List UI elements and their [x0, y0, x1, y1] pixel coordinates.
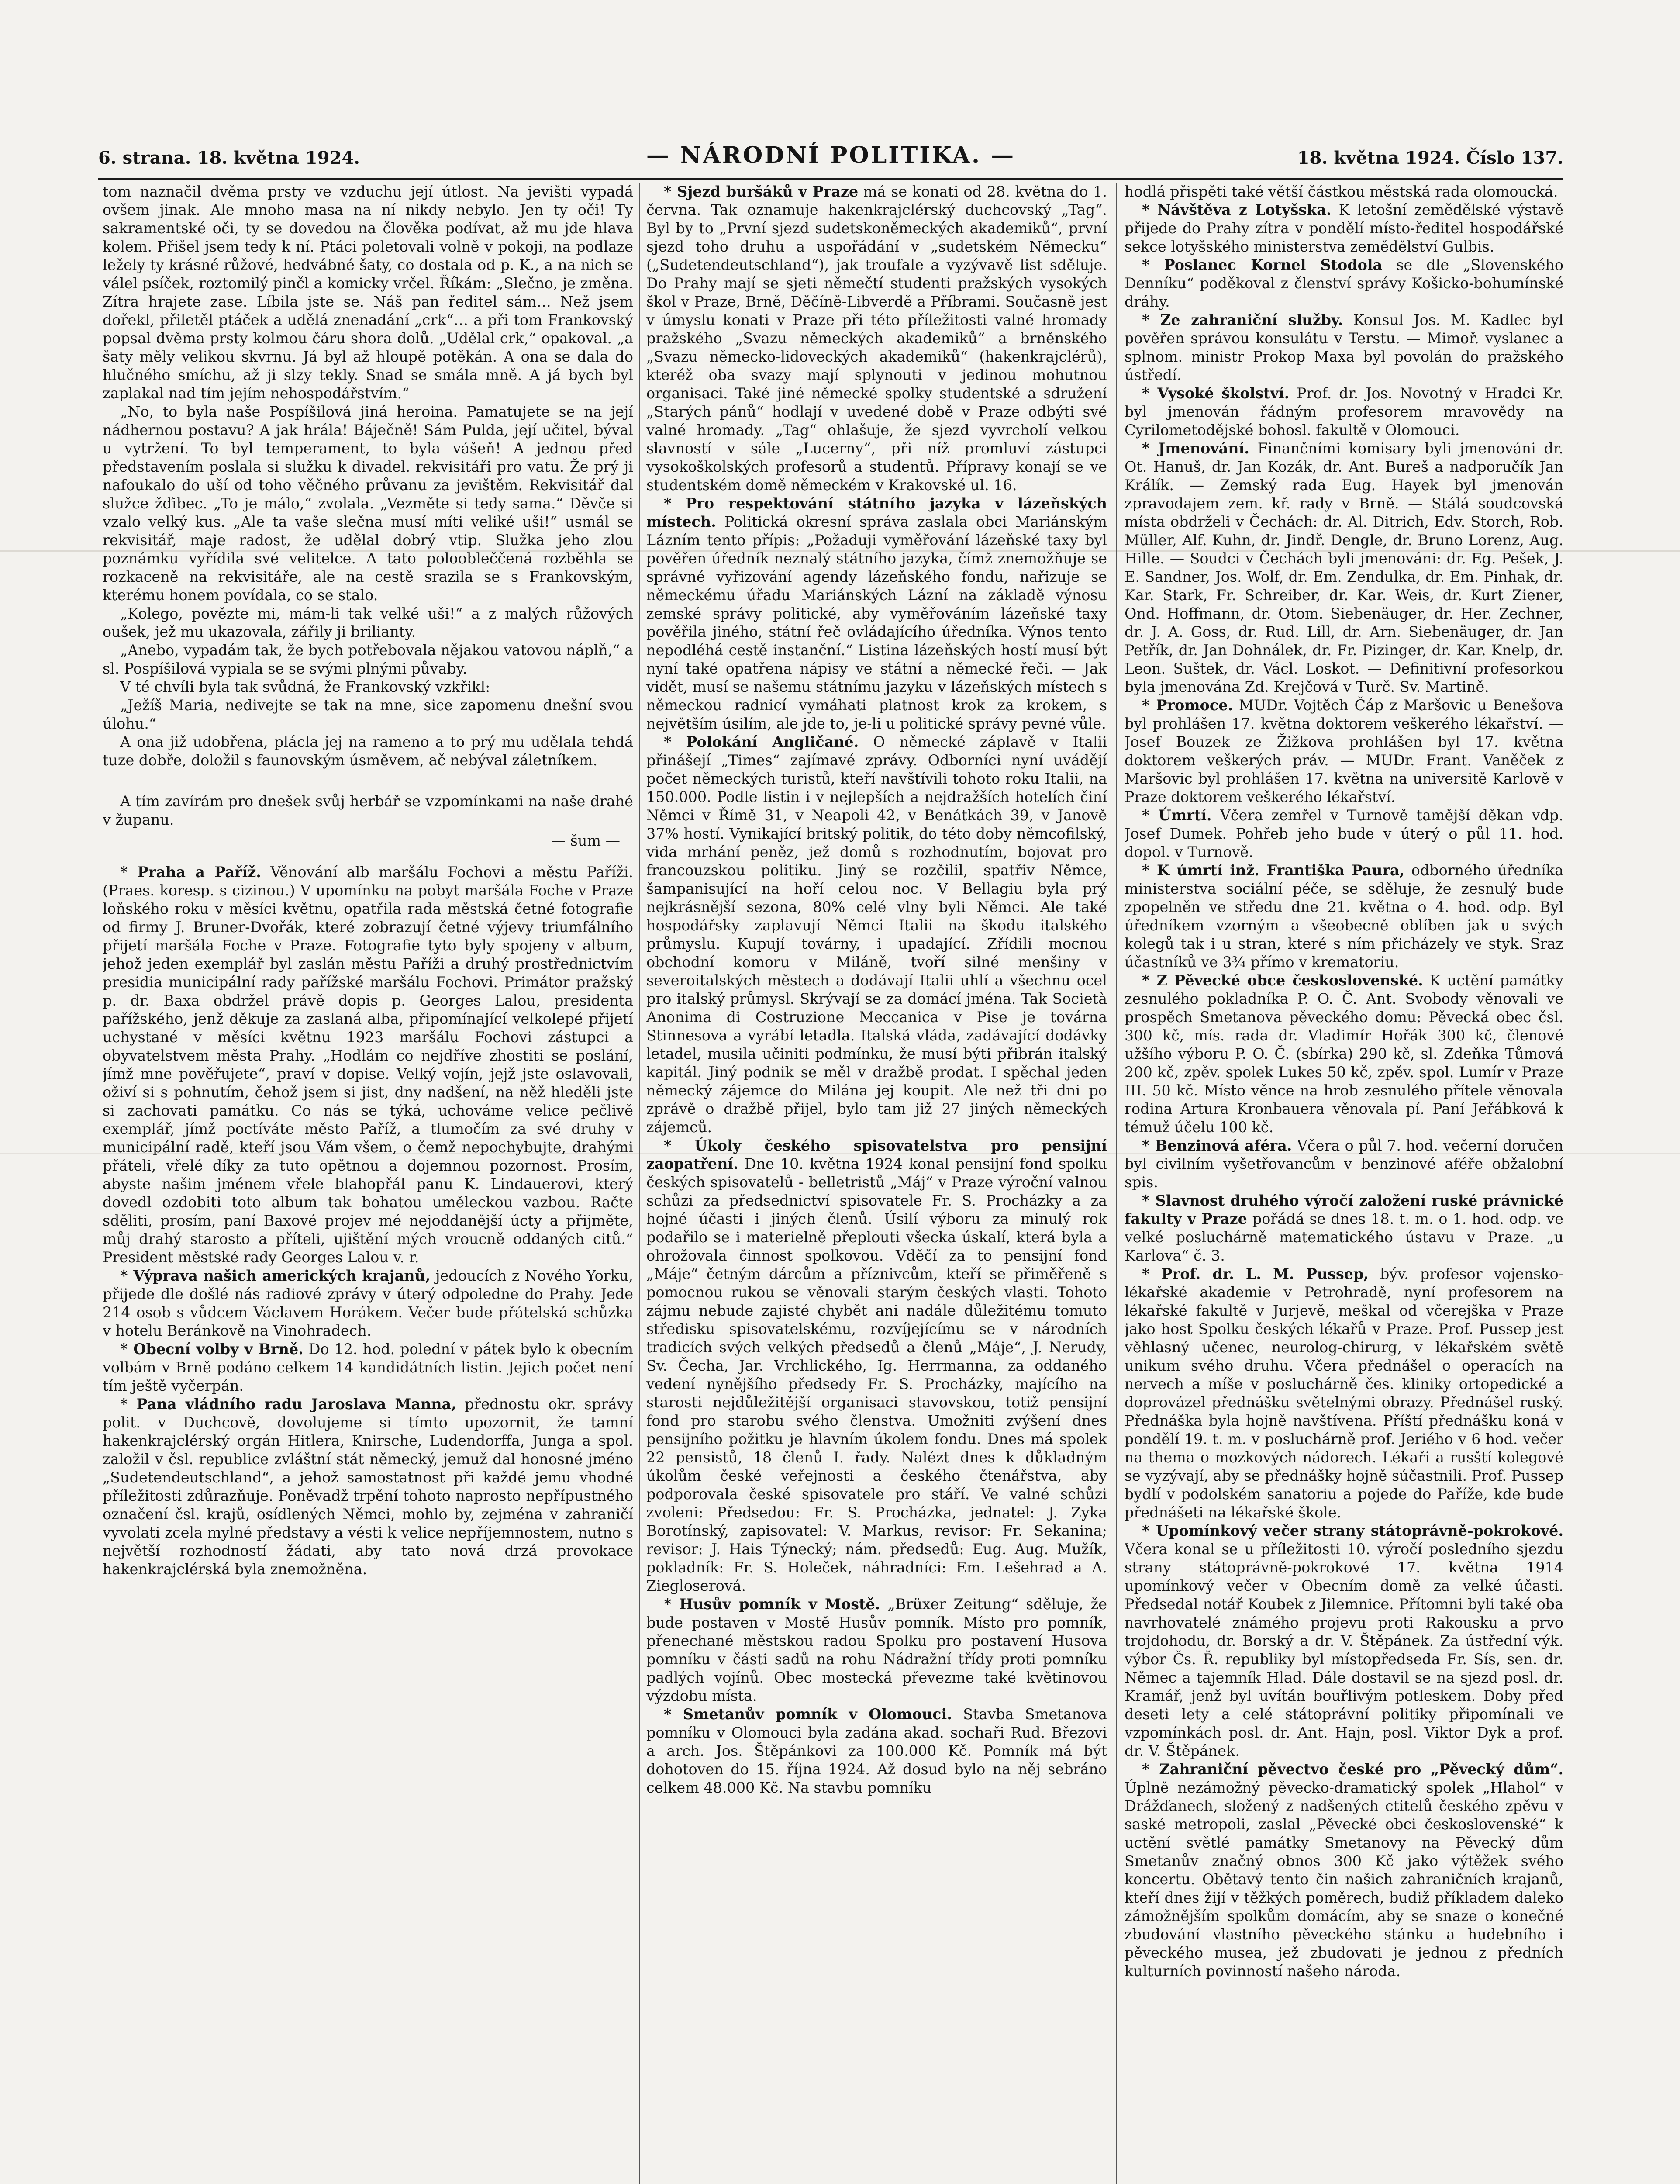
news-headline: * Smetanův pomník v Olomouci.	[664, 1706, 952, 1723]
feuilleton-paragraph: „Anebo, vypadám tak, že bych potřebovala nějakou vatovou náplň,“ a sl. Pospíšilová vypiala se se svými plnými půvaby.	[103, 642, 633, 677]
news-text: Prof. dr. Jos. Novotný v Hradci Kr. byl jmenován řádným profesorem mravovědy na Cyrilometodějské bohosl. fakultě v Olomouci.	[1125, 385, 1563, 439]
news-text: pořádá se dnes 18. t. m. o 1. hod. odp. ve velké posluchárně matematického ústavu v Praze. „u Karlova“ č. 3.	[1125, 1210, 1563, 1264]
news-headline: * Obecní volby v Brně.	[120, 1341, 304, 1358]
news-text: K uctění památky zesnulého pokladníka P. O. Č. Ant. Svobody věnovali ve prospěch Smetanova pěveckého domu: Pěvecká obec čsl. 300 kč, mís. rada dr. Vladimír Hořák 300 kč, členové užšího výboru P. O. Č. (sbírka) 290 kč, sl. Zdeňka Tůmová 200 kč, zpěv. spolek Lukes 50 kč, zpěv. spol. Lumír v Praze III. 50 kč. Místo věnce na hrob zesnulého přítele věnovala rodina Artura Kronbauera věnovala pí. Paní Jeřábková k témuž účelu 100 kč.	[1125, 972, 1563, 1136]
news-item	[1125, 1137, 1563, 1192]
news-text: Finančními komisary byli jmenováni dr. Ot. Hanuš, dr. Jan Kozák, dr. Ant. Bureš a nadporučík Jan Králík. — Zemský rada Eug. Hayek byl jmenován zpravodajem zem. kř. rady v Brně. — Stálá soudcovská místa obdrželi v Čechách: dr. Al. Ditrich, Edv. Storch, Rob. Müller, Alf. Kuhn, dr. Jindř. Dengle, dr. Bruno Lorenz, Aug. Hille. — Soudci v Čechách byli jmenováni: dr. Eg. Pešek, J. E. Sandner, Jos. Wolf, dr. Em. Zendulka, dr. Em. Pinhak, dr. Kar. Stark, Fr. Schreiber, dr. Kar. Weis, dr. Kurt Ziener, Ond. Hoffmann, dr. Otom. Siebenäuger, dr. Her. Zechner, dr. J. A. Goss, dr. Rud. Lill, dr. Arn. Siebenäuger, dr. Jan Petřík, dr. Jan Dohnálek, dr. Fr. Pizinger, dr. Kar. Knelp, dr. Leon. Suštek, dr. Václ. Loskot. — Definitivní profesorkou byla jmenována Zd. Krejčová v Turč. Sv. Martině.	[1125, 440, 1563, 695]
feuilleton-paragraph: A ona již udobřena, plácla jej na rameno a to prý mu udělala tehdá tuze dobře, doložil s faunovským úsměvem, ač nebýval záletníkem.	[103, 733, 633, 769]
news-headline: * Vysoké školství.	[1142, 385, 1290, 402]
news-item	[646, 733, 1107, 1137]
news-text: odborného úředníka ministerstva sociální péče, se sděluje, že zesnulý bude zpopelněn ve středu dne 21. května o 4. hod. odp. Byl úředníkem vzorným a všeobecně oblíben jak u svých kolegů tak i u stran, které s ním přicházely ve styk. Sraz účastníků ve 3¾ přímo v krematoriu.	[1125, 862, 1563, 971]
news-text: „Brüxer Zeitung“ sděluje, že bude postaven v Mostě Husův pomník. Místo pro pomník, přenechané městskou radou Spolku pro postavení Husova pomníku v části sadů na rohu Nádražní třídy proti pomníku padlých vojínů. Obec mostecká převezme také květinovou výzdobu místa.	[646, 1596, 1107, 1704]
news-text: O německé záplavě v Italii přinášejí „Times“ zajímavé zprávy. Odborníci nyní uvádějí počet německých turistů, kteří navštívili tohoto roku Italii, na 150.000. Podle listin i v nejlepších a nejdražších hotelích činí Němci v Římě 31, v Neapoli 42, v Benátkách 39, v Janově 37% hostí. Vynikající britský politik, do této doby němcofilský, vida mrhání peněz, jež domů s rozhodnutím, bojovat pro francouzskou politiku. Jiný se rozčilil, spatřiv Němce, šampanisující na hoří celou noc. V Bellagiu byla prý nejkrásnější sezona, 80% celé vlny byli Němci. Ale také hospodářsky zaplavují Němci Italii na škodu italského průmyslu. Kupují továrny, i upadající. Zřídili mocnou obchodní komoru v Miláně, tvoří silné menšiny v severoitalských městech a dodávají Italii uhlí a všechnu ocel pro italský průmysl. Skrývají se za domácí jména. Tak Società Anonima di Costruzione Meccanica v Pise je továrna Stinnesova a vyrábí letadla. Italská vláda, zadávající dodávky letadel, musila učiniti podmínku, že musí býti přibrán italský kapitál. Jiný podnik se měl v dražbě prodat. I spěchal jeden německý zájemce do Milána jej koupit. Ale než tři dni po zprávě o dražbě přijel, bylo tam již 27 jiných německých zájemců.	[646, 733, 1107, 1136]
news-text: Politická okresní správa zaslala obci Mariánským Lázním tento přípis: „Požaduji vyměřování lázeňské taxy byl pověřen úředník neznalý státního jazyka, čímž znemožňuje se správné vyřizování agendy lázeňského fondu, nařizuje se německému úřadu Mariánských Lázní na základě výnosu zemské správy politické, aby vyměřováním lázeňské taxy pověřila jiného, státní řeč ovládajícího úředníka. Výnos tento nepodléhá cestě instanční.“ Listina lázeňských hostí musí být nyní také opatřena nápisy ve státní a německé řeči. — Jak vidět, musí se našemu státnímu jazyku v lázeňských místech s německou radnicí vymáhati platnost krok za krokem, s největším úsilím, ale jde to, je-li u politické správy pevné vůle.	[646, 513, 1107, 732]
news-headline: * Praha a Paříž.	[120, 864, 261, 881]
news-item	[1125, 1265, 1563, 1522]
news-headline: * Úkoly českého spisovatelstva pro pensijní zaopatření.	[646, 1137, 1107, 1172]
news-headline: * Úmrtí.	[1142, 807, 1212, 824]
news-item	[103, 1395, 633, 1579]
news-item	[1125, 806, 1563, 861]
news-headline: * K úmrtí inž. Františka Paura,	[1142, 862, 1405, 879]
news-item	[646, 183, 1107, 494]
news-text: má se konati od 28. května do 1. června. Tak oznamuje hakenkrajclérský duchcovský „Tag“. Byl by to „První sjezd sudetskoněmeckých akademiků“, první sjezd toho druhu a uspořádání v „sudetském Německu“ („Sudetendeutschland“), jak troufale a vyzývavě list sděluje. Do Prahy mají se sjeti němečtí studenti pražských vysokých škol v Praze, Brně, Děčíně-Libverdě a Příbrami. Současně jest v úmyslu konati v Praze při této příležitosti valné hromady pražského „Svazu německých akademiků“ a brněnského „Svazu německo-lidoveckých akademiků“ (hakenkrajclérů), kteréž oba svazy mají splynouti v jedinou mohutnou organisaci. Také jiné německé spolky studentské a sdružení „Starých pánů“ hodlají v uvedené době v Praze odbýti své valné hromady. „Tag“ ohlašuje, že sjezd vyvrcholí velkou slavností v sále „Lucerny“, při níž promluví zástupci vysokoškolských profesorů a studentů. Přípravy konají se ve studentském domě německém v Krakovské ul. 16.	[646, 183, 1107, 494]
news-headline: * Z Pěvecké obce československé.	[1142, 972, 1423, 989]
news-headline: * Výprava našich amerických krajanů,	[120, 1267, 431, 1284]
news-item	[1125, 1192, 1563, 1265]
news-headline: * Pro respektování státního jazyka v lázeňských místech.	[646, 495, 1107, 530]
news-headline: * Upomínkový večer strany státoprávně-pokrokové.	[1142, 1522, 1563, 1539]
news-item	[103, 863, 633, 1267]
author-signature: — šum —	[551, 832, 620, 849]
column-rule	[1116, 183, 1117, 2184]
news-headline: * Benzinová aféra.	[1142, 1137, 1292, 1154]
news-item	[103, 1340, 633, 1395]
news-text: přednostu okr. správy polit. v Duchcově, dovolujeme si tímto upozornit, že tamní hakenkrajclérský orgán Hitlera, Knirsche, Ludendorffa, Junga a spol. založil v čsl. republice zvláštní stát německý, jemuž dal honosné jméno „Sudetendeutschland“, a jehož samostatnost při každé jemu vhodné příležitosti zdůrazňuje. Poněvadž trpění tohoto naprosto nepřípustného označení čsl. krajů, osídlených Němci, mohlo by, zejména v zahraničí vyvolati zcela mylné představy a vésti k velice nepříjemnostem, nutno s největší rozhodností žádati, aby tato nová drzá provokace hakenkrajclérská byla znemožněna.	[103, 1396, 633, 1578]
news-text: Do 12. hod. polední v pátek bylo k obecním volbám v Brně podáno celkem 14 kandidátních listin. Jejich počet není tím ještě vyčerpán.	[103, 1341, 633, 1394]
news-text: Včera zemřel v Turnově tamější děkan vdp. Josef Dumek. Pohřeb jeho bude v úterý o půl 11. hod. dopol. v Turnově.	[1125, 807, 1563, 860]
news-text: MUDr. Vojtěch Čáp z Maršovic u Benešova byl prohlášen 17. května doktorem veškerého lékařství. — Josef Bouzek ze Žižkova prohlášen byl 17. května doktorem veškerých práv. — MUDr. Frant. Vaněček z Maršovic byl prohlášen 17. května na universitě Karlově v Praze doktorem veškerého lékařství.	[1125, 697, 1563, 805]
news-item	[1125, 201, 1563, 256]
news-text: Dne 10. května 1924 konal pensijní fond spolku českých spisovatelů - belletristů „Máj“ v Praze výroční valnou schůzi za předsednictví spisovatele Fr. S. Procházky a za hojné účasti i jiných členů. Úsilí výboru za minulý rok podařilo se i materielně přeplouti všecka úskalí, která byla a ohrožovala činnost spolkovou. Vděčí za to pensijní fond „Máje“ četným dárcům a příznivcům, kteří se přiměřeně s pomocnou rukou se věnovali starým českých vlasti. Tohoto zájmu nebude zajisté chybět ani nadále důležitému tomuto středisku spisovatelskému, rozvíjejícímu se v národních tradicích svých velkých předsedů a členů „Máje“, J. Nerudy, Sv. Čecha, Jar. Vrchlického, Ig. Herrmanna, za oddaného vedení nynějšího předsedy Fr. S. Procházky, majícího na starosti nejdůležitější organisaci stavovskou, totiž pensijní fond pro starobu svého členstva. Umožniti zvýšení dnes pensijního požitku je hlavním úkolem fondu. Dnes má spolek 22 pensistů, 18 členů I. řady. Nalézt dnes k důkladným úkolům české veřejnosti a českého čtenářstva, aby podporovala české spisovatele pro stáří. Ve valné schůzi zvoleni: Předsedou: Fr. S. Procházka, jednatel: J. Zyka Borotínský, zapisovatel: V. Markus, revisor: Fr. Sekanina; revisor: J. Hais Týnecký; nám. předsedů: Eug. Aug. Mužík, pokladník: Fr. S. Holeček, náhradníci: Em. Lešehrad a A. Ziegloserová.	[646, 1155, 1107, 1594]
news-item	[646, 1137, 1107, 1595]
news-item	[646, 1595, 1107, 1705]
news-headline: * Jmenování.	[1142, 440, 1249, 457]
feuilleton-paragraph: „Ježíš Maria, nedivejte se tak na mne, sice zapomenu dnešní svou úlohu.“	[103, 697, 633, 732]
feuilleton-paragraph: „No, to byla naše Pospíšilová jiná heroina. Pamatujete se na její nádhernou postavu? A jak hrála! Báječně! Sám Pulda, její učitel, býval u vytržení. To byl temperament, to byla vášeň! A jednou před představením poslala si služku k divadel. rekvisitáři pro vatu. Že prý ji nafoukalo do uší od toho věčného průvanu za jevištěm. Rekvisitář dal služce žďibec. „To je málo,“ zvolala. „Vezměte si tedy sama.“ Děvče si vzalo velký kus. „Ale ta vaše slečna musí míti veliké uši!“ usmál se rekvisitář, maje radost, že udělal dobrý vtip. Služka jeho zlou poznámku vyřídila své velitelce. A tato poloobleččená rozběhla se rozkaceně na rekvisitáře, ale na cestě srazila se s Frankovským, kterému honem povídala, co se stalo.	[103, 403, 633, 604]
news-headline: * Ze zahraniční služby.	[1142, 311, 1343, 328]
news-headline: * Husův pomník v Mostě.	[664, 1596, 880, 1613]
news-text: Věnování alb maršálu Fochovi a městu Paříži. (Praes. koresp. s cizinou.) V upomínku na pobyt maršála Foche v Praze loňského roku v měsíci květnu, opatřila rada městská četné fotografie od firmy J. Bruner-Dvořák, které zobrazují četné výjevy triumfálního přijetí maršála Foche v Praze. Fotografie tyto byly spojeny v album, jehož jeden exemplář byl zaslán městu Paříži a druhý prostřednictvím presidia municipální rady pařížské maršálu Fochovi. Primátor pražský p. dr. Baxa obdržel právě dopis p. Georges Lalou, presidenta pařížského, jenž děkuje za zaslaná alba, připomínající velkolepé přijetí uchystané v měsíci květnu 1923 maršálu Fochovi zástupci a obyvatelstvem města Prahy. „Hodlám co nejdříve zhostiti se poslání, jímž mne pověřujete“, praví v dopise. Velký vojín, jejž jste oslavovali, oživí si s pohnutím, čehož jsem si jist, dny nadšení, na něž hleděli jste si zachovati památku. Co nás se týká, uchováme velice pečlivě exemplář, jímž poctíváte město Paříž, a tlumočím za své druhy v municipální radě, kteří jsou Vám všem, o čemž nepochybujte, drahými přáteli, vřelé díky za tuto opětnou a dojemnou pozornost. Prosím, abyste našim jménem vřele blahopřál panu K. Lindauerovi, který dovedl ozdobiti toto album tak bohatou uměleckou vazbou. Račte sděliti, prosím, paní Baxové projev mé nejoddanější úcty a přijměte, můj drahý starosto a příteli, ujištění mých vroucně oddaných citů.“ President městské rady Georges Lalou v. r.	[103, 864, 633, 1266]
news-headline: * Slavnost druhého výročí založení ruské právnické fakulty v Praze	[1125, 1192, 1563, 1227]
feuilleton-paragraph: tom naznačil dvěma prsty ve vzduchu její útlost. Na jevišti vypadá ovšem jinak. Ale mnoho masa na ní nikdy nebylo. Jen ty oči! Ty sakramentské oči, ty se dovedou na člověka podívat, až mu jde hlava kolem. Přišel jsem tedy k ní. Ptáci poletovali volně v pokoji, na podlaze ležely ty krásné růžové, hedvábné šaty, co dostala od p. K., a na nich se válel psíček, roztomilý pinčl a komicky vrčel. Říkám: „Slečno, je změna. Zítra hrajete zase. Líbila jste se. Náš pan ředitel sám… Než jsem dořekl, přiletěl ptáček a udělá znenadání „crk“… a při tom Frankovský popsal dvěma prsty kolmou čáru shora dolů. „Udělal crk,“ opakoval. „a šaty měly velikou skvrnu. Já byl až hloupě potěkán. A ona se dala do hlučného smíchu, až ji slzy tekly. Snad se smála mně. A já bych byl zaplakal nad tím jejím nehospodářstvím.“	[103, 183, 633, 402]
news-text: Včera o půl 7. hod. večerní doručen byl civilním vyšetřovancům v benzinové aféře obžalobní spis.	[1125, 1137, 1563, 1191]
masthead: — NÁRODNÍ POLITIKA. —	[646, 142, 1016, 169]
feuilleton-paragraph: A tím zavírám pro dnešek svůj herbář se vzpomínkami na naše drahé v županu.	[103, 793, 633, 828]
news-item	[1125, 384, 1563, 439]
news-item	[1125, 1522, 1563, 1760]
news-headline: * Návštěva z Lotyšska.	[1142, 201, 1332, 218]
page-number-date: 6. strana. 18. května 1924.	[98, 148, 360, 168]
news-text: jedoucích z Nového Yorku, přijede dle došlé nás radiové zprávy v úterý odpoledne do Prahy. Jede 214 osob s vůdcem Václavem Horákem. Večer bude přátelská schůzka v hotelu Beránkově na Vinohradech.	[103, 1267, 633, 1339]
column-1	[103, 183, 633, 2184]
news-text: Úplně nezámožný pěvecko-dramatický spolek „Hlahol“ v Drážďanech, složený z nadšených ctitelů českého zpěvu v saské metropoli, zaslal „Pěvecké obci československé“ k uctění světlé památky Smetanovy na Pěvecký dům Smetanův značný obnos 300 Kč jako výtěžek svého koncertu. Obětavý tento čin našich zahraničních krajanů, kteří dnes žijí v těžkých poměrech, budiž příkladem daleko zámožnějším spolkům domácím, aby se snaze o konečné zbudování vlastního pěveckého stánku a hudebního i pěveckého musea, jež zbudovati je jednou z předních kulturních povinností našeho národa.	[1125, 1779, 1563, 1980]
news-headline: * Prof. dr. L. M. Pussep,	[1142, 1265, 1369, 1282]
news-text: K letošní zemědělské výstavě přijede do Prahy zítra v pondělí místo-ředitel hospodářské sekce lotyšského ministerstva zemědělství Gulbis.	[1125, 201, 1563, 255]
news-item	[1125, 311, 1563, 384]
column-3	[1125, 183, 1563, 2184]
news-text: Včera konal se u příležitosti 10. výročí posledního sjezdu strany státoprávně-pokrokové 17. května 1914 upomínkový večer v Obecním domě za velké účasti. Předsedal notář Koubek z Jilemnice. Přítomni byli také oba navrhovatelé známého projevu proti Rakousku a prvo trojdohodu, dr. Borský a dr. V. Štěpánek. Za ústřední výk. výbor Čs. Ř. republiky byl místopředseda Fr. Sís, sen. dr. Němec a tajemník Hlad. Dále dostavil se na sjezd posl. dr. Kramář, jenž byl uvítán bouřlivým potleskem. Doby před deseti lety a celé státoprávní politiky připomínali ve vzpomínkách posl. dr. Ant. Hajn, posl. Viktor Dyk a prof. dr. V. Štěpánek.	[1125, 1541, 1563, 1759]
news-continuation: hodlá přispěti také větší částkou městská rada olomoucká.	[1125, 183, 1558, 200]
news-item	[103, 1267, 633, 1340]
news-headline: * Zahraniční pěvectvo české pro „Pěvecký dům“.	[1142, 1761, 1563, 1778]
page-header	[98, 139, 1563, 178]
news-text: býv. profesor vojensko-lékařské akademie v Petrohradě, nyní profesorem na lékařské fakultě v Jurjevě, meškal od včerejška v Praze jako host Spolku českých lékařů v Praze. Prof. Pussep jest věhlasný učenec, neurolog-chirurg, v lékařském světě unikum svého druhu. Včera přednášel o operacích na nervech a míše v posluchárně čes. kliniky ortopedické a doprovázel přednášku světelnými obrazy. Přednášel ruský. Přednáška byla hojně navštívena. Příští přednášku koná v pondělí 19. t. m. v posluchárně prof. Jeriého v 6 hod. večer na thema o mozkových nádorech. Lékaři a rusští kolegové se vyzývají, aby se přednášky hojně súčastnili. Prof. Pussep bydlí v podolském sanatoriu a pojede do Paříže, kde bude přednášeti na lékařské škole.	[1125, 1265, 1563, 1521]
news-headline: * Polokání Angličané.	[664, 733, 859, 750]
news-text: Stavba Smetanova pomníku v Olomouci byla zadána akad. sochaři Rud. Březovi a arch. Jos. Štěpánkovi za 100.000 Kč. Pomník má být dohotoven do 15. října 1924. Až dosud bylo na něj sebráno celkem 48.000 Kč. Na stavbu pomníku	[646, 1706, 1107, 1796]
news-item	[646, 494, 1107, 733]
column-2	[646, 183, 1107, 2184]
news-text: Konsul Jos. M. Kadlec byl pověřen správou konsulátu v Terstu. — Mimoř. vyslanec a splnom. ministr Prokop Maxa byl povolán do pražského ústředí.	[1125, 311, 1563, 384]
news-item	[1125, 971, 1563, 1137]
news-text: se dle „Slovenského Denníku“ poděkoval z členství správy Košicko-bohumínské dráhy.	[1125, 256, 1563, 310]
news-item	[646, 1705, 1107, 1797]
news-headline: * Sjezd buršáků v Praze	[664, 183, 859, 200]
news-item	[1125, 256, 1563, 311]
news-item	[1125, 1760, 1563, 1980]
news-item	[1125, 439, 1563, 696]
issue-date-number: 18. května 1924. Číslo 137.	[1297, 148, 1563, 168]
news-headline: * Poslanec Kornel Stodola	[1142, 256, 1383, 273]
header-rule	[98, 178, 1563, 180]
feuilleton-paragraph: „Kolego, povězte mi, mám-li tak velké uši!“ a z malých růžových oušek, jež mu ukazovala, zářily ji brilianty.	[103, 605, 633, 640]
column-rule	[639, 183, 640, 2184]
feuilleton-paragraph: V té chvíli byla tak svůdná, že Frankovský vzkřikl:	[120, 678, 490, 695]
news-headline: * Pana vládního radu Jaroslava Manna,	[120, 1396, 456, 1413]
news-item	[1125, 696, 1563, 806]
news-headline: * Promoce.	[1142, 697, 1233, 714]
news-item	[1125, 861, 1563, 971]
